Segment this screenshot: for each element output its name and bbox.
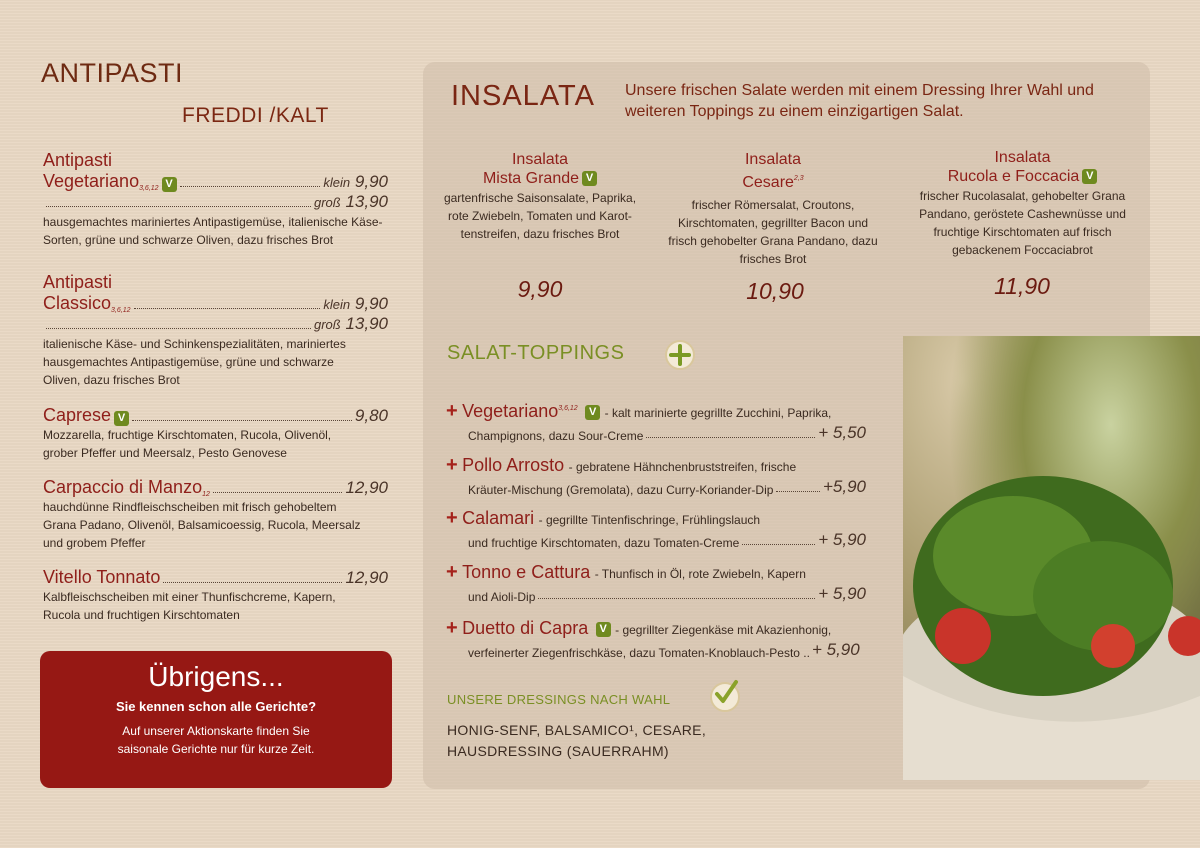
salad-title-line1: Insalata [511,151,569,168]
topping-desc-line2: Champignons, dazu Sour-Creme [468,429,644,443]
item-price: 13,90 [345,192,388,211]
plus-icon: + [446,400,458,422]
topping-price: + 5,90 [818,530,866,549]
topping-desc-line1: - gebratene Hähnchenbruststreifen, frische [568,460,797,474]
leader-dots [776,491,820,492]
topping-desc-line1: - kalt marinierte gegrillte Zucchini, Paprika, [604,406,832,420]
leader-dots [646,437,815,438]
vegetarian-icon: V [585,405,600,420]
topping-item [446,561,876,617]
item-description: italienische Käse- und Schinkenspezialitäten, mariniertes hausgemachtes Antipastigemüse, grüne und schwarze Oliven, dazu frisches Brot [43,337,346,387]
salad-price: 9,90 [517,276,563,302]
info-subtitle: Sie kennen schon alle Gerichte? [115,699,317,714]
topping-name: Duetto di Capra [462,618,589,638]
menu-item-carpaccio [43,477,388,552]
item-name-line2: Vegetariano [43,171,140,191]
vegetarian-icon: V [1082,169,1097,184]
allergen-sup: 12 [202,491,210,498]
topping-item [446,454,876,507]
topping-name: Pollo Arrosto [462,455,565,475]
item-price: 9,90 [354,294,388,313]
plus-icon: + [446,507,458,529]
topping-desc-line1: - Thunfisch in Öl, rote Zwiebeln, Kapern [594,567,806,581]
salad-title-line2: Cesare [742,174,794,191]
allergen-sup: 2,3 [793,175,804,182]
topping-name: Calamari [462,508,535,528]
salad-title-line2: Rucola e Foccacia [947,168,1080,185]
vegetarian-icon: V [114,411,129,426]
leader-dots [180,186,321,187]
salad-rucola-foccacia [910,148,1135,259]
allergen-sup: 3,6,12 [558,405,578,412]
leader-dots [163,582,342,583]
leader-dots [46,328,311,329]
salad-title-line2: Mista Grande [482,170,580,187]
item-price: 12,90 [345,568,388,587]
antipasti-title: ANTIPASTI [41,58,184,88]
leader-dots [132,420,352,421]
salad-title-line1: Insalata [994,149,1051,166]
salad-description: frischer Römersalat, Croutons, Kirschtomaten, gegrillter Bacon und frisch gehobelter Grana Pandano, dazu frisches Brot [668,198,878,266]
topping-desc-line2: und Aioli-Dip [468,590,536,604]
allergen-sup: 3,6,12 [139,185,159,192]
insalata-title: INSALATA [451,80,595,112]
info-title: Übrigens... [148,661,284,692]
plus-icon: + [446,454,458,476]
info-box [40,651,392,788]
menu-item-antipasti-classico [43,272,388,389]
topping-desc-line2: verfeinerter Ziegenfrischkäse, dazu Tomaten-Knoblauch-Pesto .. [468,646,810,660]
menu-item-vitello-tonnato [43,567,388,624]
vegetarian-icon: V [162,177,177,192]
topping-list [446,400,876,667]
checkmark-icon [710,682,740,712]
size-label: groß [313,317,341,332]
topping-desc-line2: und fruchtige Kirschtomaten, dazu Tomaten-Creme [468,536,740,550]
item-name: Vitello Tonnato [43,567,161,587]
leader-dots [213,492,343,493]
info-text: Auf unserer Aktionskarte finden Sie saisonale Gerichte nur für kurze Zeit. [117,724,315,756]
dressings-list [447,720,706,762]
item-name-line2: Classico [43,293,112,313]
antipasti-subtitle: FREDDI /KALT [182,104,329,127]
topping-desc-line1: - gegrillte Tintenfischringe, Frühlingslauch [538,513,761,527]
dressings-line2: HAUSDRESSING (SAUERRAHM) [447,743,669,759]
salad-cesare [668,150,878,268]
vegetarian-icon: V [596,622,611,637]
topping-name: Tonno e Cattura [462,562,591,582]
salad-mista-grande [440,150,640,243]
topping-desc-line1: - gegrillter Ziegenkäse mit Akazienhonig, [615,623,832,637]
leader-dots [46,206,311,207]
topping-item [446,400,876,454]
vegetarian-icon: V [582,171,597,186]
item-description: hausgemachtes mariniertes Antipastigemüse, italienische Käse-Sorten, grüne und schwarze Oliven, dazu frisches Brot [43,215,383,247]
salad-price: 10,90 [746,278,804,304]
salad-description: gartenfrische Saisonsalate, Paprika, rote Zwiebeln, Tomaten und Karot-tenstreifen, dazu frisches Brot [443,191,637,241]
size-label: groß [313,195,341,210]
topping-desc-line2: Kräuter-Mischung (Gremolata), dazu Curry-Koriander-Dip [468,483,774,497]
menu-item-caprese [43,405,388,462]
item-name: Carpaccio di Manzo [43,477,203,497]
leader-dots [134,308,321,309]
toppings-title: SALAT-TOPPINGS [447,342,625,364]
item-name: Caprese [43,405,112,425]
salad-title-line1: Insalata [744,151,802,168]
item-price: 13,90 [345,314,388,333]
item-name-line1: Antipasti [43,272,113,292]
item-description: hauchdünne Rindfleischscheiben mit frisch gehobeltem Grana Padano, Olivenöl, Balsamicoessig, Rucola, Meersalz und grobem Pfeffer [43,500,361,550]
item-description: Kalbfleischscheiben mit einer Thunfischcreme, Kapern, Rucola und fruchtigen Kirschtomaten [43,590,336,622]
plus-icon [665,340,695,370]
item-price: 9,90 [354,172,388,191]
plus-icon: + [446,617,458,639]
topping-item [446,617,876,667]
size-label: klein [323,175,351,190]
item-description: Mozzarella, fruchtige Kirschtomaten, Rucola, Olivenöl, grober Pfeffer und Meersalz, Pesto Genovese [43,428,332,460]
plus-icon: + [446,561,458,583]
item-price: 12,90 [345,478,388,497]
size-label: klein [323,297,351,312]
item-name-line1: Antipasti [43,150,113,170]
topping-price: +5,90 [822,477,866,496]
leader-dots [742,544,815,545]
salad-price: 11,90 [994,273,1050,299]
salad-photo [903,336,1200,780]
insalata-intro: Unsere frischen Salate werden mit einem Dressing Ihrer Wahl und weiteren Toppings zu einem einzigartigen Salat. [625,82,1094,120]
topping-price: + 5,90 [818,584,866,603]
item-price: 9,80 [354,406,388,425]
dressings-line1: HONIG-SENF, BALSAMICO¹, CESARE, [447,722,707,738]
topping-price: + 5,90 [811,640,860,659]
dressings-title: UNSERE DRESSINGS NACH WAHL [447,692,671,707]
leader-dots [538,598,815,599]
menu-item-antipasti-vegetariano [43,150,393,249]
salad-description: frischer Rucolasalat, gehobelter Grana Pandano, geröstete Cashewnüsse und fruchtige Kirschtomaten auf frisch gebackenem Foccaciabrot [919,189,1126,257]
topping-name: Vegetariano [462,401,559,421]
allergen-sup: 3,6,12 [111,307,131,314]
topping-price: + 5,50 [818,423,866,442]
topping-item [446,507,876,561]
